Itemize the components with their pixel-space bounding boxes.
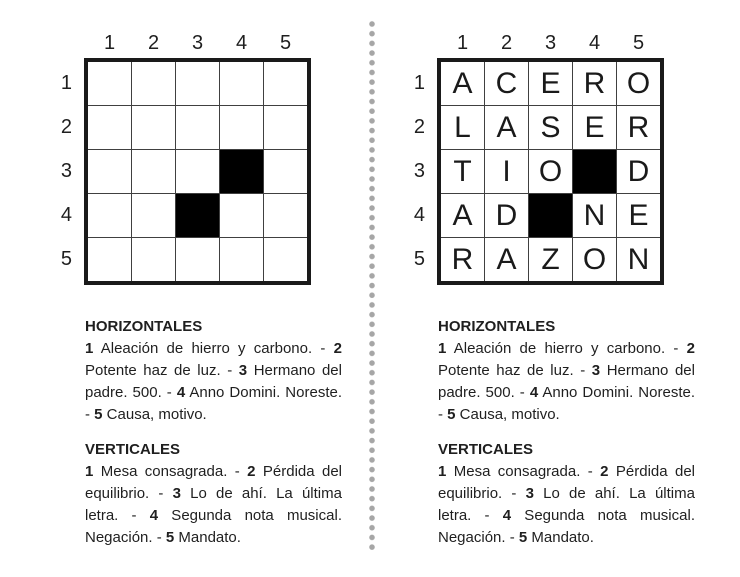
row-headers-empty (54, 58, 84, 285)
row-header: 4 (60, 204, 72, 226)
empty-cell (132, 194, 175, 237)
empty-cell (88, 62, 131, 105)
letter-cell: E (529, 62, 572, 105)
empty-cell (88, 150, 131, 193)
row-header: 1 (60, 72, 72, 94)
empty-cell (220, 106, 263, 149)
letter-cell: E (573, 106, 616, 149)
letter-cell: S (529, 106, 572, 149)
clue-number: 2 (686, 340, 695, 357)
black-cell (529, 194, 572, 237)
row-header: 2 (60, 116, 72, 138)
column-header: 1 (456, 32, 469, 54)
empty-cell (176, 150, 219, 193)
clue-number: 4 (529, 384, 539, 401)
clue-number: 2 (600, 463, 609, 480)
board-solved (407, 22, 664, 285)
letter-cell: A (441, 62, 484, 105)
letter-cell: T (441, 150, 484, 193)
row-header: 3 (413, 160, 425, 182)
clue-number: 2 (247, 463, 256, 480)
letter-cell: D (617, 150, 660, 193)
clue-number: 1 (438, 340, 447, 357)
letter-cell: L (441, 106, 484, 149)
crossword-grid-solved (437, 58, 664, 285)
letter-cell: A (441, 194, 484, 237)
letter-cell: I (485, 150, 528, 193)
black-cell (220, 150, 263, 193)
clue-number: 4 (149, 507, 159, 524)
column-header: 5 (279, 32, 292, 54)
clue-number: 4 (502, 507, 512, 524)
row-header: 1 (413, 72, 425, 94)
empty-cell (132, 62, 175, 105)
clue-number: 2 (333, 340, 342, 357)
clue-number: 1 (438, 463, 447, 480)
column-header: 4 (235, 32, 248, 54)
row-header: 5 (413, 248, 425, 270)
empty-cell (220, 238, 263, 281)
clue-number: 1 (85, 340, 94, 357)
row-header: 5 (60, 248, 72, 270)
clue-number: 3 (172, 485, 181, 502)
column-header: 2 (147, 32, 160, 54)
across-clues: 1 Aleación de hierro y carbono. - 2 Potente haz de luz. - 3 Hermano del padre. 500. - 4 Anno Domini. Noreste. - 5 Causa, motivo. (85, 340, 342, 423)
column-header: 2 (500, 32, 513, 54)
clue-number: 5 (518, 529, 528, 546)
empty-cell (176, 106, 219, 149)
letter-cell: R (573, 62, 616, 105)
letter-cell: Z (529, 238, 572, 281)
clue-number: 3 (591, 362, 601, 379)
column-headers-solved (437, 22, 664, 58)
empty-cell (88, 194, 131, 237)
letter-cell: R (617, 106, 660, 149)
empty-cell (220, 62, 263, 105)
empty-cell (264, 62, 307, 105)
empty-cell (264, 150, 307, 193)
crossword-grid-empty (84, 58, 311, 285)
empty-cell (88, 238, 131, 281)
empty-cell (176, 62, 219, 105)
black-cell (176, 194, 219, 237)
clue-number: 5 (165, 529, 175, 546)
column-header: 1 (103, 32, 116, 54)
board-corner (54, 22, 84, 58)
letter-cell: E (617, 194, 660, 237)
letter-cell: D (485, 194, 528, 237)
board-empty (54, 22, 311, 285)
letter-cell: A (485, 106, 528, 149)
across-title: HORIZONTALES (438, 318, 556, 335)
empty-cell (264, 194, 307, 237)
empty-cell (176, 238, 219, 281)
down-clues: 1 Mesa consagrada. - 2 Pérdida del equilibrio. - 3 Lo de ahí. La última letra. - 4 Segunda nota musical. Negación. - 5 Mandato. (85, 463, 342, 546)
row-header: 4 (413, 204, 425, 226)
row-header: 3 (60, 160, 72, 182)
clue-number: 1 (85, 463, 94, 480)
black-cell (573, 150, 616, 193)
board-corner (407, 22, 437, 58)
letter-cell: O (617, 62, 660, 105)
dotted-divider (368, 20, 376, 553)
down-title: VERTICALES (85, 441, 181, 458)
clue-number: 4 (176, 384, 186, 401)
clue-number: 5 (447, 406, 456, 423)
row-header: 2 (413, 116, 425, 138)
column-header: 4 (588, 32, 601, 54)
letter-cell: R (441, 238, 484, 281)
empty-cell (264, 238, 307, 281)
row-headers-solved (407, 58, 437, 285)
down-title: VERTICALES (438, 441, 534, 458)
letter-cell: N (617, 238, 660, 281)
column-headers-empty (84, 22, 311, 58)
column-header: 5 (632, 32, 645, 54)
across-clues: 1 Aleación de hierro y carbono. - 2 Potente haz de luz. - 3 Hermano del padre. 500. - 4 Anno Domini. Noreste. - 5 Causa, motivo. (438, 340, 695, 423)
letter-cell: O (529, 150, 572, 193)
empty-cell (220, 194, 263, 237)
across-title: HORIZONTALES (85, 318, 203, 335)
letter-cell: A (485, 238, 528, 281)
clues-empty (85, 316, 342, 562)
letter-cell: N (573, 194, 616, 237)
column-header: 3 (544, 32, 557, 54)
down-clues: 1 Mesa consagrada. - 2 Pérdida del equilibrio. - 3 Lo de ahí. La última letra. - 4 Segunda nota musical. Negación. - 5 Mandato. (438, 463, 695, 546)
empty-cell (132, 238, 175, 281)
clues-solved (438, 316, 695, 562)
empty-cell (132, 106, 175, 149)
clue-number: 3 (525, 485, 534, 502)
clue-number: 5 (94, 406, 103, 423)
column-header: 3 (191, 32, 204, 54)
empty-cell (132, 150, 175, 193)
letter-cell: O (573, 238, 616, 281)
letter-cell: C (485, 62, 528, 105)
empty-cell (264, 106, 307, 149)
empty-cell (88, 106, 131, 149)
clue-number: 3 (238, 362, 248, 379)
